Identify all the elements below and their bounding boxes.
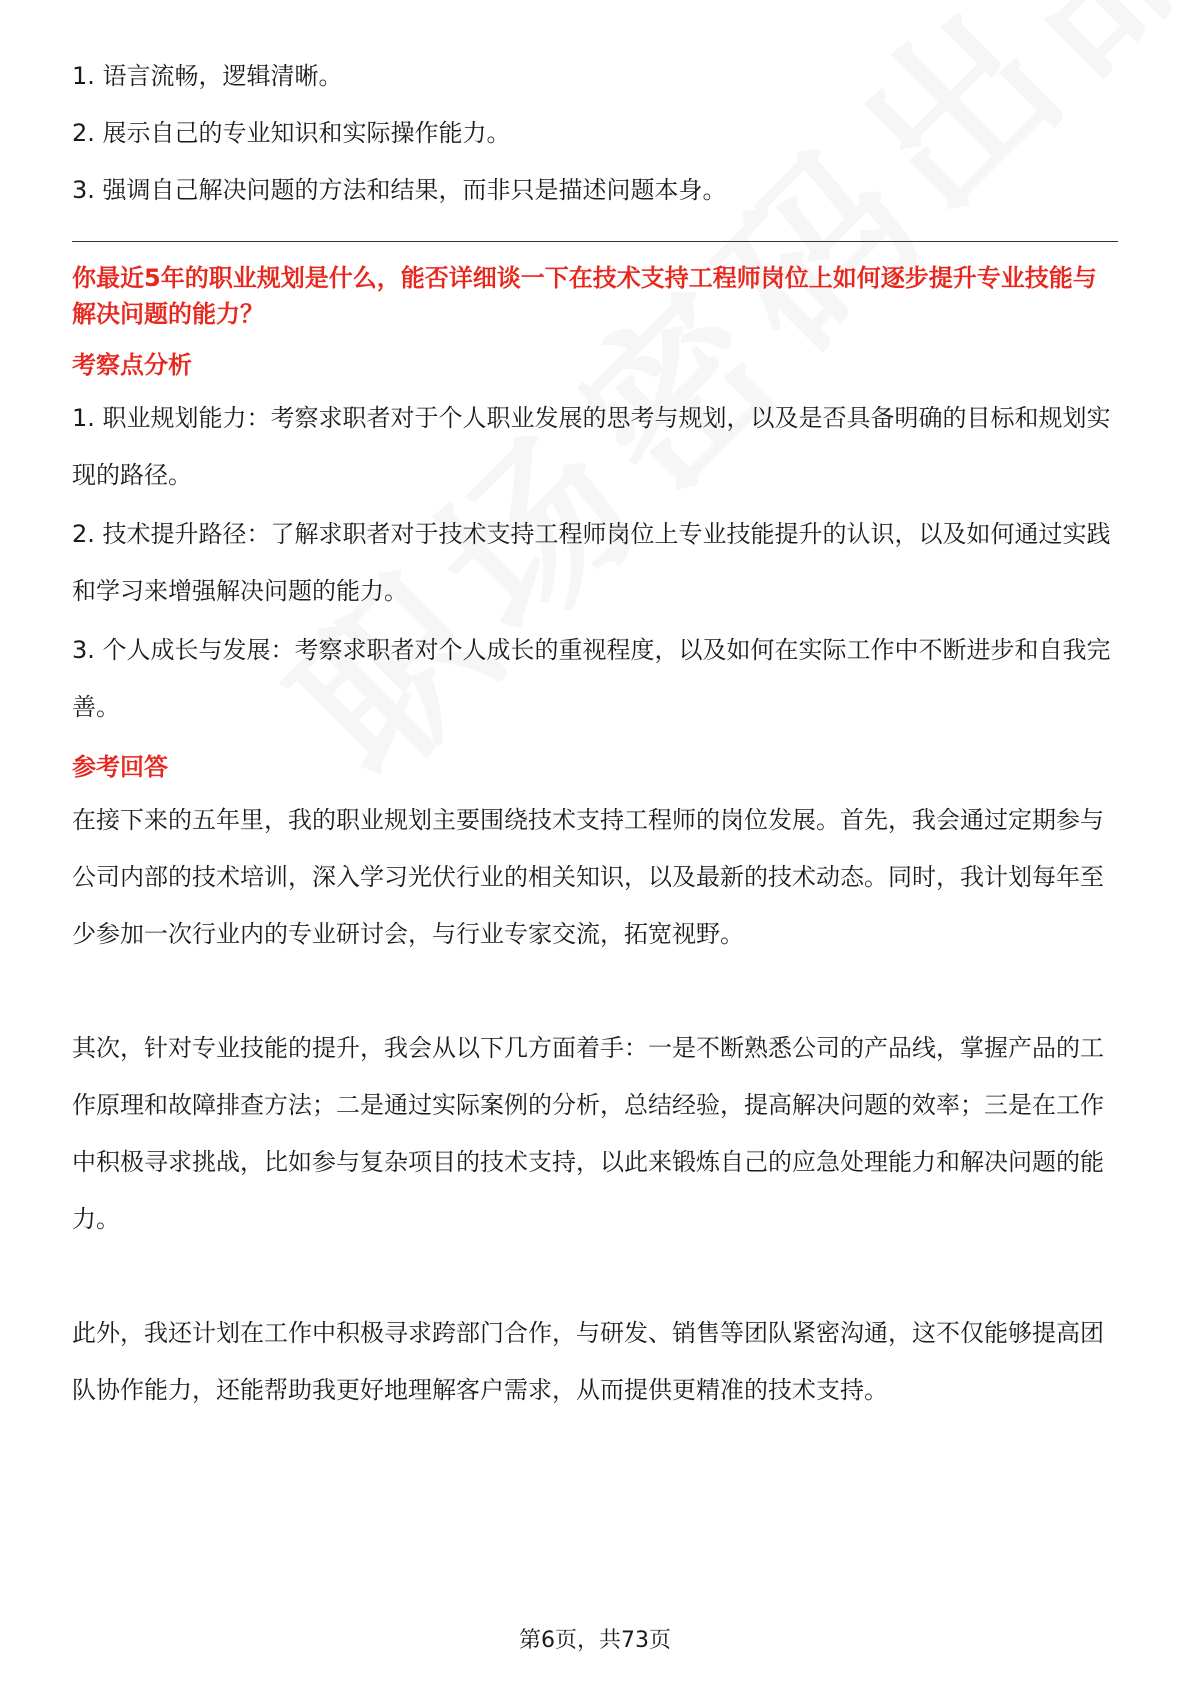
answer-heading: 参考回答: [72, 753, 168, 781]
answer-paragraph: 此外，我还计划在工作中积极寻求跨部门合作，与研发、销售等团队紧密沟通，这不仅能够提高团队协作能力，还能帮助我更好地理解客户需求，从而提供更精准的技术支持。: [72, 1319, 1104, 1404]
intro-list: [72, 48, 1118, 219]
answer-paragraph: 其次，针对专业技能的提升，我会从以下几方面着手：一是不断熟悉公司的产品线，掌握产品的工作原理和故障排查方法；二是通过实际案例的分析，总结经验，提高解决问题的效率；三是在工作中积极寻求挑战，比如参与复杂项目的技术支持，以此来锻炼自己的应急处理能力和解决问题的能力。: [72, 1034, 1104, 1233]
analysis-heading: 考察点分析: [72, 351, 192, 379]
analysis-item: 2. 技术提升路径：了解求职者对于技术支持工程师岗位上专业技能提升的认识，以及如何通过实践和学习来增强解决问题的能力。: [72, 520, 1111, 605]
intro-list-item: 2. 展示自己的专业知识和实际操作能力。: [72, 119, 511, 147]
page-number-footer: 第6页，共73页: [519, 1628, 671, 1653]
intro-list-item: 1. 语言流畅，逻辑清晰。: [72, 62, 343, 90]
answer-body: [72, 792, 1118, 1419]
question-heading: 你最近5年的职业规划是什么，能否详细谈一下在技术支持工程师岗位上如何逐步提升专业技能与解决问题的能力？: [72, 264, 1097, 328]
intro-list-item: 3. 强调自己解决问题的方法和结果，而非只是描述问题本身。: [72, 176, 727, 204]
answer-paragraph: 在接下来的五年里，我的职业规划主要围绕技术支持工程师的岗位发展。首先，我会通过定期参与公司内部的技术培训，深入学习光伏行业的相关知识，以及最新的技术动态。同时，我计划每年至少参加一次行业内的专业研讨会，与行业专家交流，拓宽视野。: [72, 806, 1104, 948]
section-divider: [72, 241, 1118, 242]
analysis-item: 1. 职业规划能力：考察求职者对于个人职业发展的思考与规划，以及是否具备明确的目标和规划实现的路径。: [72, 404, 1111, 489]
page-content: [72, 48, 1118, 1419]
analysis-item: 3. 个人成长与发展：考察求职者对个人成长的重视程度，以及如何在实际工作中不断进步和自我完善。: [72, 636, 1111, 721]
analysis-list: [72, 390, 1118, 736]
